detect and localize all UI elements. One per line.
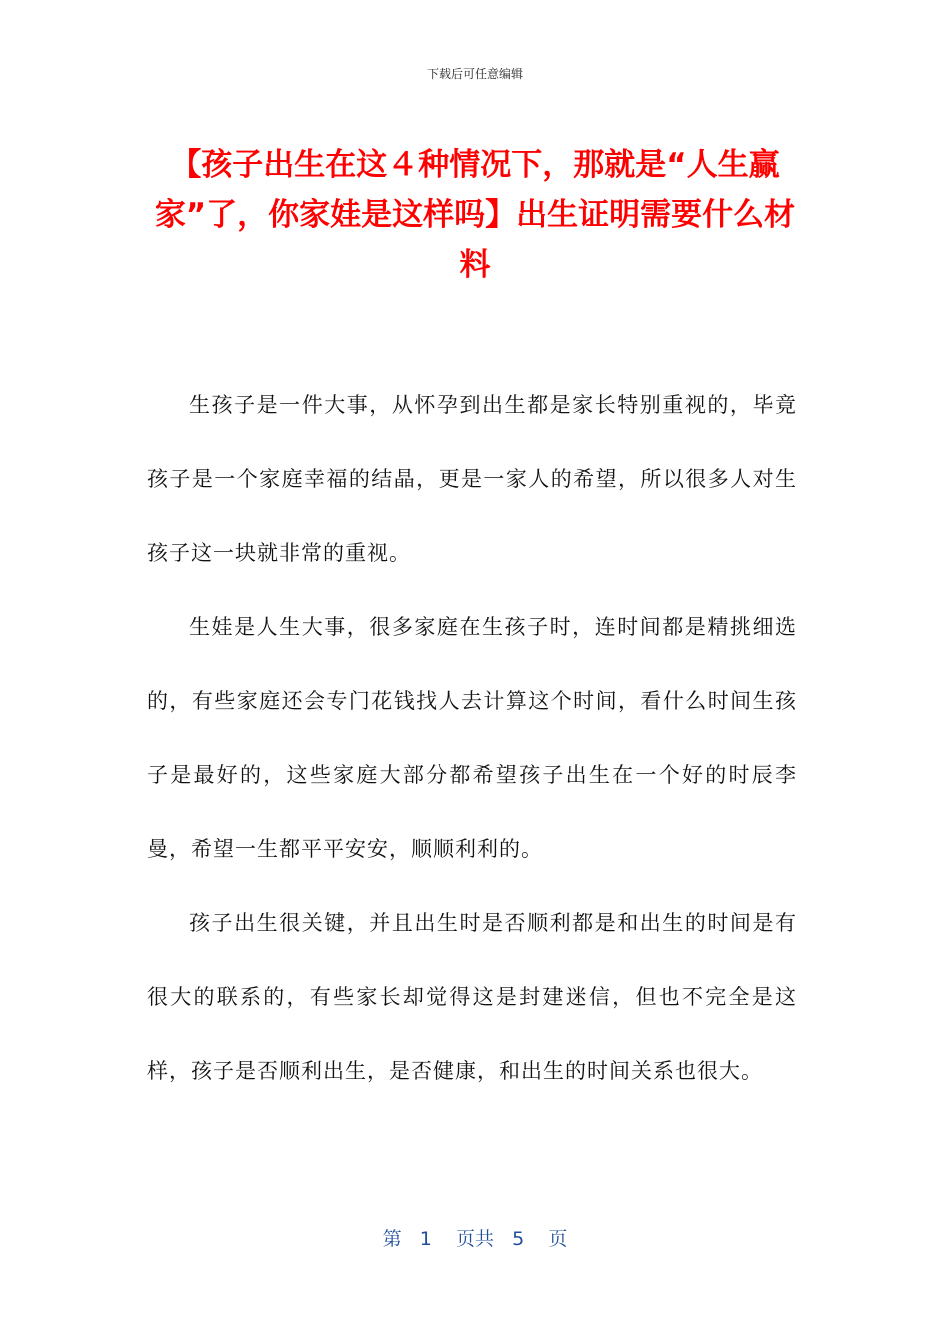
footer-suffix: 页 bbox=[548, 1228, 568, 1250]
paragraph-1: 生孩子是一件大事，从怀孕到出生都是家长特别重视的，毕竟孩子是一个家庭幸福的结晶，更是一家人的希望，所以很多人对生孩子这一块就非常的重视。 bbox=[147, 393, 797, 565]
footer-total-pages: 5 bbox=[512, 1228, 525, 1250]
page-footer bbox=[0, 1226, 950, 1252]
footer-prefix: 第 bbox=[382, 1228, 402, 1250]
footer-current-page: 1 bbox=[419, 1228, 432, 1250]
paragraph-3: 孩子出生很关键，并且出生时是否顺利都是和出生的时间是有很大的联系的，有些家长却觉得这是封建迷信，但也不完全是这样，孩子是否顺利出生，是否健康，和出生的时间关系也很大。 bbox=[147, 911, 797, 1083]
footer-middle: 页共 bbox=[455, 1228, 494, 1250]
paragraph-2: 生娃是人生大事，很多家庭在生孩子时，连时间都是精挑细选的，有些家庭还会专门花钱找人去计算这个时间，看什么时间生孩子是最好的，这些家庭大部分都希望孩子出生在一个好的时辰李曼，希望一生都平平安安，顺顺利利的。 bbox=[147, 615, 797, 861]
document-title: 【孩子出生在这４种情况下，那就是“人生赢家”了，你家娃是这样吗】出生证明需要什么材料 bbox=[154, 147, 796, 283]
document-body bbox=[147, 368, 797, 1108]
header-note: 下载后可任意编辑 bbox=[426, 67, 523, 81]
